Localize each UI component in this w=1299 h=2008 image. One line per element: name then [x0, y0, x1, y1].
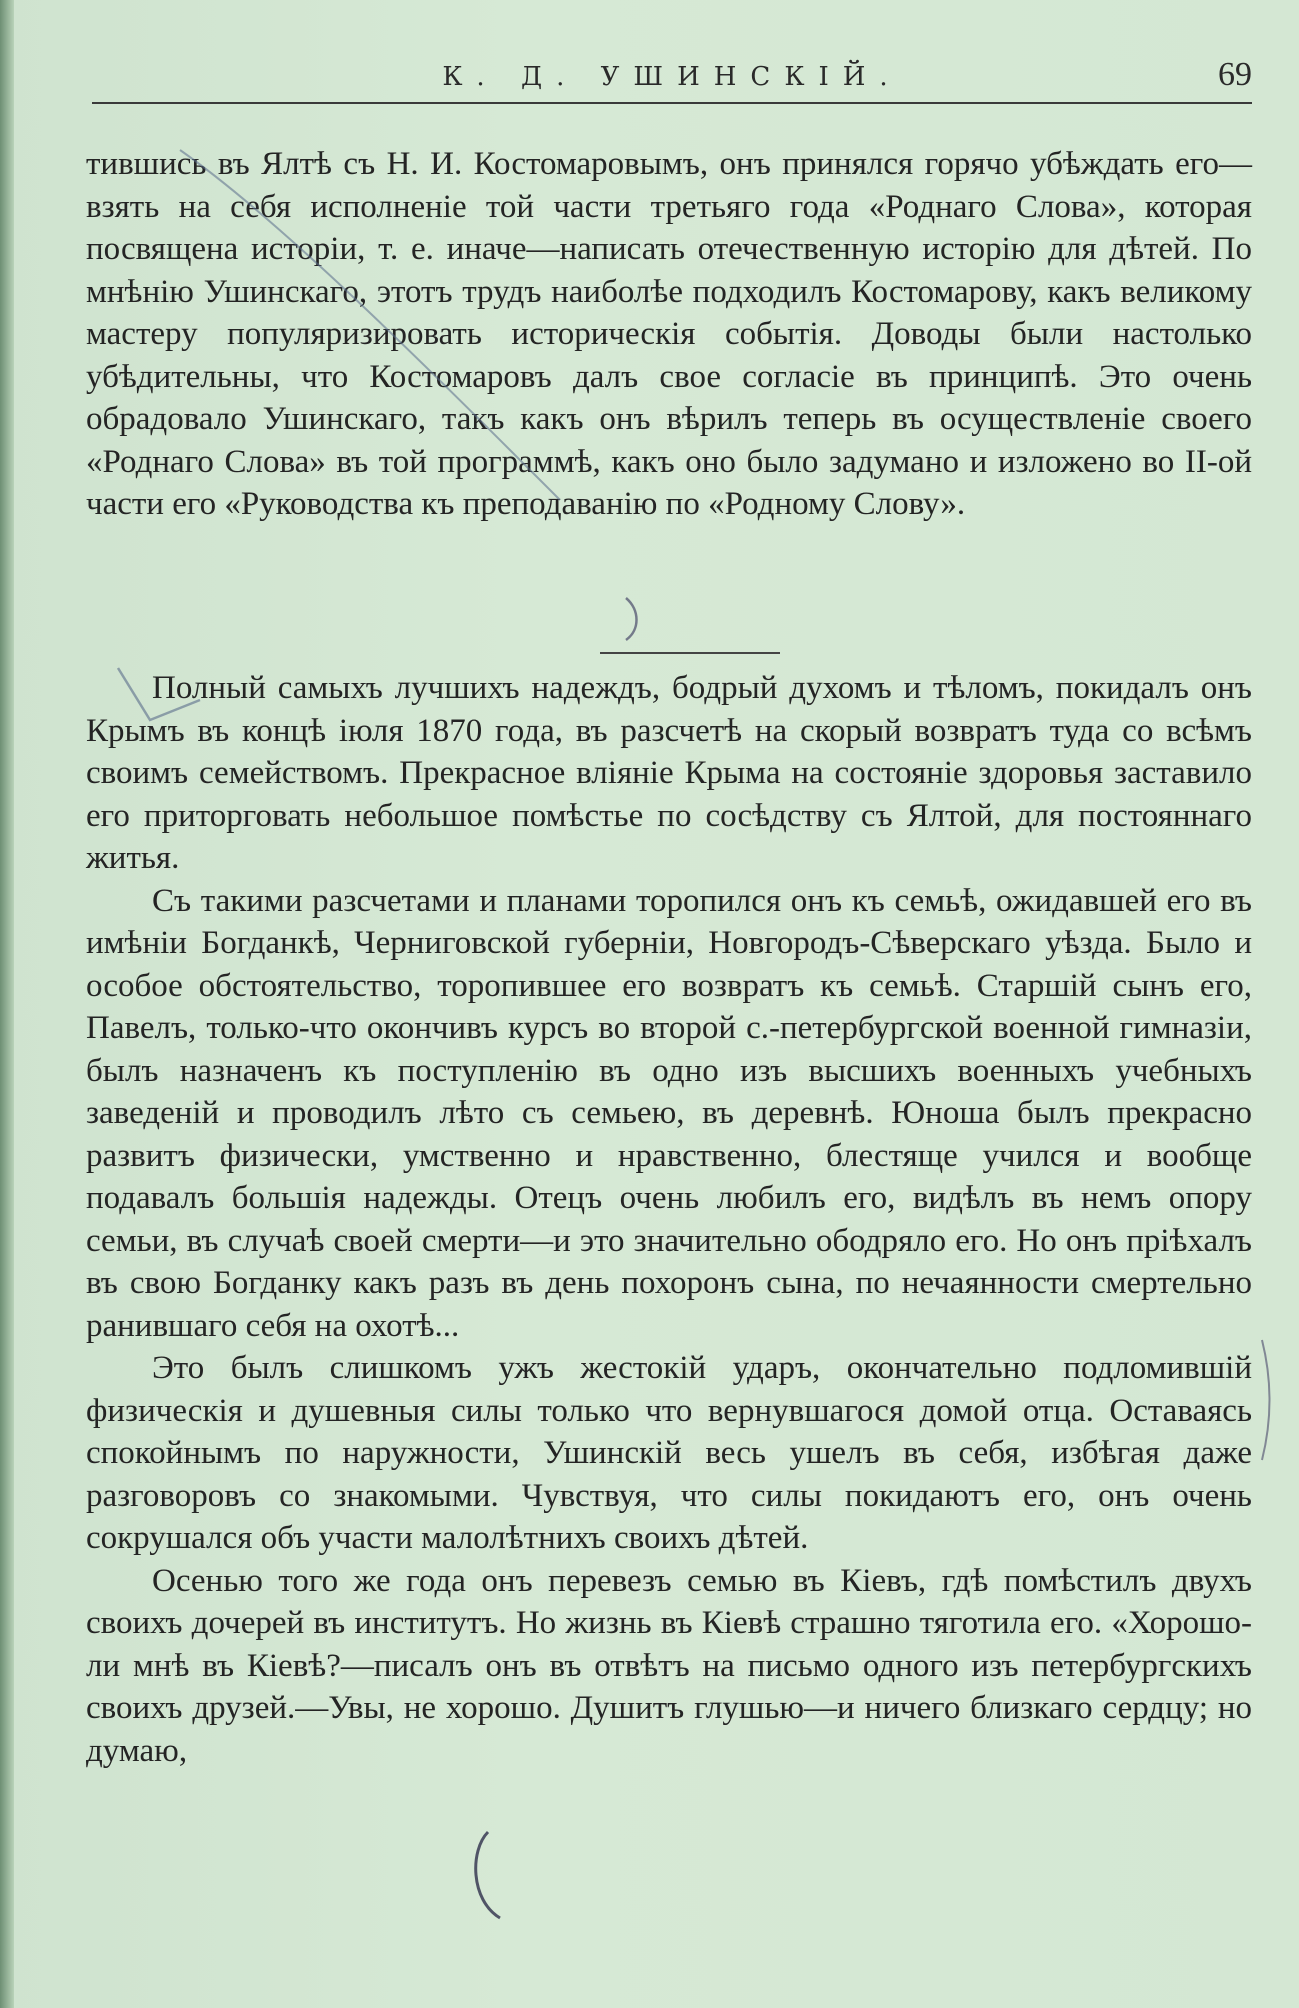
main-text-block — [86, 667, 1252, 1772]
running-title: К. Д. УШИНСКІЙ. — [442, 62, 902, 92]
paragraph-5: Осенью того же года онъ перевезъ семью въ Кіевъ, гдѣ помѣстилъ двухъ своихъ дочерей въ институтъ. Но жизнь въ Кіевѣ страшно тяготила его. «Хорошо-ли мнѣ въ Кіевѣ?—писалъ онъ въ отвѣтъ на письмо одного изъ петербургскихъ своихъ друзей.—Увы, не хорошо. Душитъ глушью—и ничего близкаго сердцу; но думаю, — [86, 1562, 1252, 1769]
pencil-margin-bracket — [1262, 1340, 1270, 1460]
page-number: 69 — [1218, 56, 1252, 93]
running-header — [92, 52, 1252, 112]
paragraph-4: Это былъ слишкомъ ужъ жестокій ударъ, окончательно подломившій физическія и душевныя силы только что вернувшагося домой отца. Оставаясь спокойнымъ по наружности, Ушинскій весь ушелъ въ себя, избѣгая даже разговоровъ со знакомыми. Чувствуя, что силы покидаютъ его, онъ очень сокрушался объ участи малолѣтнихъ своихъ дѣтей. — [86, 1350, 1252, 1556]
pencil-quote-bracket — [476, 1832, 500, 1918]
paragraph-1: тившись въ Ялтѣ съ Н. И. Костомаровымъ, онъ принялся горячо убѣждать его—взять на себя исполненіе той части третьяго года «Роднаго Слова», которая посвящена исторіи, т. е. иначе—написать отечественную исторію для дѣтей. По мнѣнію Ушинскаго, этотъ трудъ наиболѣе подходилъ Костомарову, какъ великому мастеру популяризировать историческія событія. Доводы были настолько убѣдительны, что Костомаровъ далъ свое согласіе въ принципѣ. Это очень обрадовало Ушинскаго, такъ какъ онъ вѣрилъ теперь въ осуществленіе своего «Роднаго Слова» въ той программѣ, какъ оно было задумано и изложено во II-ой части его «Руководства къ преподаванію по «Родному Слову». — [86, 146, 1252, 522]
paragraph-continuation — [86, 143, 1252, 526]
scan-edge — [0, 0, 14, 2008]
pencil-bracket-end — [626, 598, 637, 640]
paragraph-2: Полный самыхъ лучшихъ надеждъ, бодрый духомъ и тѣломъ, покидалъ онъ Крымъ въ концѣ іюля 1870 года, въ разсчетѣ на скорый возвратъ туда со всѣмъ своимъ семействомъ. Прекрасное вліяніе Крыма на состояніе здоровья заставило его приторговать небольшое помѣстье по сосѣдству съ Ялтой, для постояннаго житья. — [86, 670, 1252, 876]
section-divider — [600, 652, 780, 654]
header-rule — [92, 102, 1252, 104]
paragraph-3: Съ такими разсчетами и планами торопился онъ къ семьѣ, ожидавшей его въ имѣніи Богданкѣ, Черниговской губерніи, Новгородъ-Сѣверскаго уѣзда. Было и особое обстоятельство, торопившее его возвратъ къ семьѣ. Старшій сынъ его, Павелъ, только-что окончивъ курсъ во второй с.-петербургской военной гимназіи, былъ назначенъ къ поступленію въ одно изъ высшихъ военныхъ учебныхъ заведеній и проводилъ лѣто съ семьею, въ деревнѣ. Юноша былъ прекрасно развитъ физически, умственно и нравственно, блестяще учился и вообще подавалъ большія надежды. Отецъ очень любилъ его, видѣлъ въ немъ опору семьи, въ случаѣ своей смерти—и это значительно ободряло его. Но онъ пріѣхалъ въ свою Богданку какъ разъ въ день похоронъ сына, по нечаянности смертельно ранившаго себя на охотѣ... — [86, 882, 1252, 1344]
